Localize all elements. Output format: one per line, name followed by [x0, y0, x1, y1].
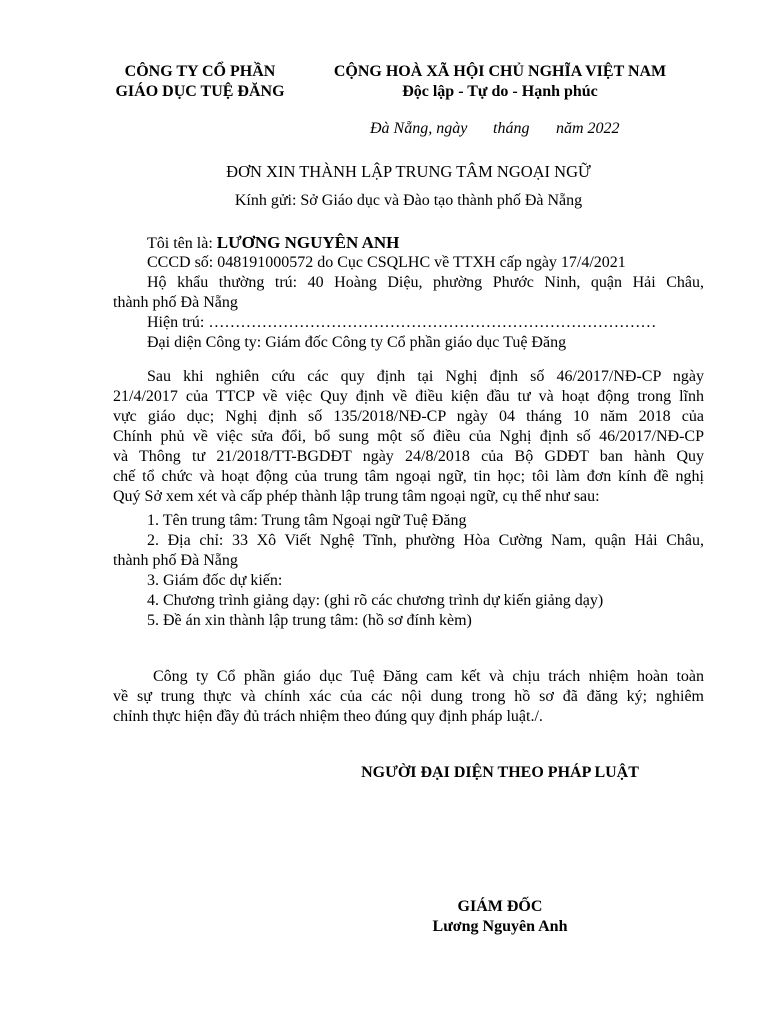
paragraph-line: vực giáo dục; Nghị định số 135/2018/NĐ-CP ngày 04 tháng 10 năm 2018 của: [113, 408, 704, 425]
applicant-name: LƯƠNG NGUYÊN ANH: [216, 233, 400, 252]
commitment-line: Công ty Cổ phần giáo dục Tuệ Đăng cam kết và chịu trách nhiệm hoàn toàn: [153, 668, 704, 685]
item-director: 3. Giám đốc dự kiến:: [147, 572, 283, 589]
nation-name: CỘNG HOÀ XÃ HỘI CHỦ NGHĨA VIỆT NAM: [333, 63, 667, 80]
signer-name: Lương Nguyên Anh: [432, 918, 568, 935]
nation-motto: Độc lập - Tự do - Hạnh phúc: [402, 83, 598, 100]
document-title: ĐƠN XIN THÀNH LẬP TRUNG TÂM NGOẠI NGỮ: [226, 162, 591, 181]
item-address-line2: thành phố Đà Nẵng: [113, 552, 238, 569]
commitment-paragraph: [113, 667, 704, 727]
paragraph-line: Sau khi nghiên cứu các quy định tại Nghị định số 46/2017/NĐ-CP ngày: [147, 368, 704, 385]
request-paragraph: [113, 367, 704, 507]
applicant-name-line: [113, 233, 704, 253]
applicant-household-line1: Hộ khẩu thường trú: 40 Hoàng Diệu, phường Phước Ninh, quận Hải Châu,: [147, 274, 704, 291]
recipient-line: Kính gửi: Sở Giáo dục và Đào tạo thành phố Đà Nẵng: [234, 192, 583, 209]
paragraph-line: 21/4/2017 của TTCP về việc Quy định về điều kiện đầu tư và hoạt động trong lĩnh: [113, 388, 704, 405]
paragraph-line: Quý Sở xem xét và cấp phép thành lập trung tâm ngoại ngữ, cụ thể như sau:: [113, 488, 600, 505]
item-proposal: 5. Đề án xin thành lập trung tâm: (hồ sơ đính kèm): [147, 612, 472, 629]
date-place: Đà Nẵng, ngày: [370, 120, 468, 137]
signature-role-heading: NGƯỜI ĐẠI DIỆN THEO PHÁP LUẬT: [361, 764, 639, 781]
company-name-line1: CÔNG TY CỔ PHẦN: [124, 63, 276, 80]
applicant-residence: Hiện trú: …………………………………………………………………………: [147, 314, 657, 331]
applicant-cccd: CCCD số: 048191000572 do Cục CSQLHC về TTXH cấp ngày 17/4/2021: [147, 254, 626, 271]
commitment-line: về sự trung thực và chính xác của các nội dung trong hồ sơ đã đăng ký; nghiêm: [113, 688, 704, 705]
applicant-section: [113, 233, 704, 353]
item-address-line1: 2. Địa chỉ: 33 Xô Viết Nghệ Tĩnh, phường Hòa Cường Nam, quận Hải Châu,: [147, 532, 704, 549]
applicant-name-prefix: Tôi tên là:: [147, 235, 217, 252]
date-month-label: tháng: [493, 120, 530, 137]
item-center-name: 1. Tên trung tâm: Trung tâm Ngoại ngữ Tuệ Đăng: [147, 512, 467, 529]
item-program: 4. Chương trình giảng dạy: (ghi rõ các chương trình dự kiến giảng dạy): [147, 592, 604, 609]
paragraph-line: chế tổ chức và hoạt động của trung tâm ngoại ngữ, tin học; tôi làm đơn kính đề nghị: [113, 468, 704, 485]
commitment-line: chỉnh thực hiện đầy đủ trách nhiệm theo đúng quy định pháp luật./.: [113, 708, 543, 725]
request-items: [113, 511, 704, 631]
signature-position: GIÁM ĐỐC: [457, 898, 543, 915]
applicant-household-line2: thành phố Đà Nẵng: [113, 294, 238, 311]
paragraph-line: và Thông tư 21/2018/TT-BGDĐT ngày 24/8/2018 của Bộ GDĐT ban hành Quy: [113, 448, 704, 465]
applicant-representative: Đại diện Công ty: Giám đốc Công ty Cổ phần giáo dục Tuệ Đăng: [147, 334, 567, 351]
paragraph-line: Chính phủ về việc sửa đổi, bổ sung một số điều của Nghị định số 46/2017/NĐ-CP: [113, 428, 704, 445]
company-name-line2: GIÁO DỤC TUỆ ĐĂNG: [115, 83, 285, 100]
date-year-label: năm 2022: [556, 120, 620, 137]
